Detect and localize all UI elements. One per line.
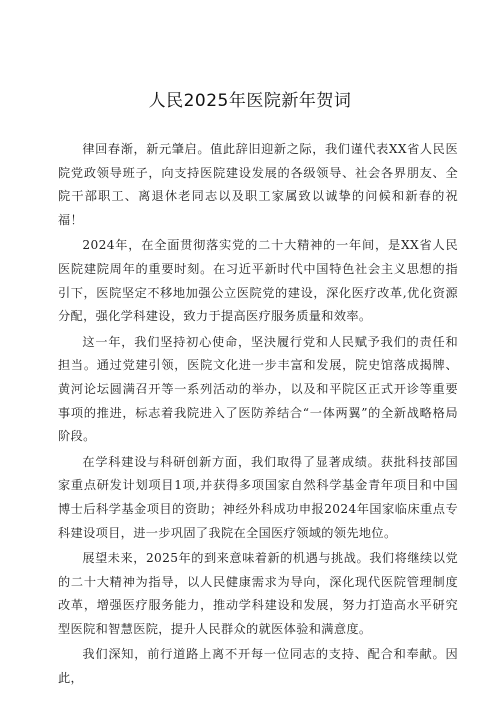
document-body [58,138,458,693]
paragraph-research: 在学科建设与科研创新方面，我们取得了显著成绩。获批科技部国家重点研发计划项目1项,并获得多项国家自然科学基金青年项目和中国博士后科学基金项目的资助；神经外科成功申报2024年国家临床重点专科建设项目，进一步巩固了我院在全国医疗领域的领先地位。 [58,454,458,540]
document-title: 人民2025年医院新年贺词 [148,91,352,111]
paragraph-closing: 我们深知，前行道路上离不开每一位同志的支持、配合和奉献。因此， [58,647,458,686]
paragraph-2024-overview: 2024年，在全面贯彻落实党的二十大精神的一年间，是XX省人民医院建院周年的重要时刻。在习近平新时代中国特色社会主义思想的指引下，医院坚定不移地加强公立医院党的建设，深化医疗改革,优化资源分配，强化学科建设，致力于提高医疗服务质量和效率。 [58,238,458,324]
paragraph-greeting: 律回春渐，新元肇启。值此辞旧迎新之际，我们谨代表XX省人民医院党政领导班子，向支持医院建设发展的各级领导、社会各界朋友、全院干部职工、离退休老同志以及职工家属致以诚挚的问候和新春的祝福！ [58,142,458,227]
paragraph-outlook: 展望未来，2025年的到来意味着新的机遇与挑战。我们将继续以党的二十大精神为指导，以人民健康需求为导向，深化现代医院管理制度改革，增强医疗服务能力，推动学科建设和发展，努力打造高水平研究型医院和智慧医院，提升人民群众的就医体验和满意度。 [58,551,458,636]
paragraph-party-building: 这一年，我们坚持初心使命，坚決履行党和人民赋予我们的责任和担当。通过党建引领，医院文化进一步丰富和发展，院史馆落成揭牌、黄河论坛圆满召开等一系列活动的举办，以及和平院区正式开诊等重要事项的推进，标志着我院进入了医防养结合“一体两翼”的全新战略格局阶段。 [58,334,458,444]
